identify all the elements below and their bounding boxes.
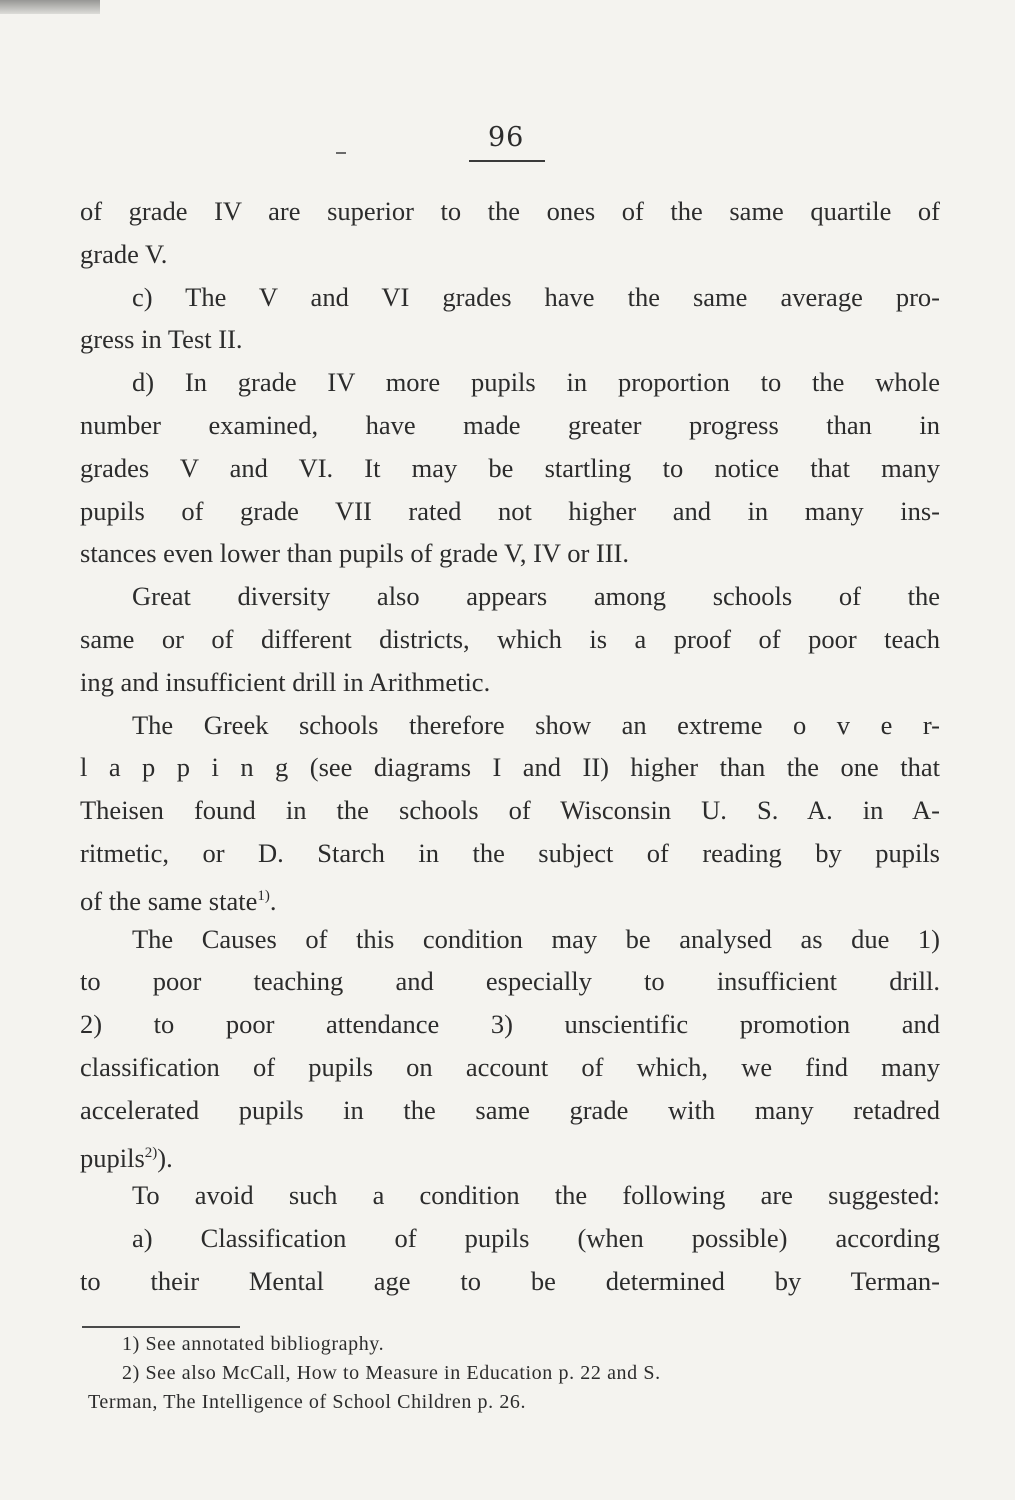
footnote: 2) See also McCall, How to Measure in Education p. 22 and S. (122, 1362, 661, 1384)
text-line: Theisen found in the schools of Wisconsin U. S. A. in A- (80, 795, 940, 826)
footnote-rule (82, 1326, 240, 1328)
page-number: 96 (488, 122, 525, 153)
text-line: gress in Test II. (80, 324, 243, 355)
text-line: of grade IV are superior to the ones of the same quartile of (80, 196, 940, 226)
body-text (80, 190, 940, 1303)
page-mark (336, 152, 346, 154)
text-line: 2) to poor attendance 3) unscientific promotion and (80, 1009, 940, 1040)
footnote: 1) See annotated bibliography. (122, 1333, 385, 1355)
footnote: Terman, The Intelligence of School Children p. 26. (88, 1391, 527, 1413)
text-line: to poor teaching and especially to insufficient drill. (80, 966, 940, 997)
footnote-ref: 2) (144, 1144, 158, 1161)
text-line: The Greek schools therefore show an extreme o v e r- (132, 709, 940, 740)
text-line: c) The V and VI grades have the same average pro- (132, 281, 940, 312)
text-line: ing and insufficient drill in Arithmetic. (80, 666, 491, 697)
text-line: ritmetic, or D. Starch in the subject of reading by pupils (80, 837, 940, 868)
line-text: of the same state (80, 885, 258, 916)
text-line: Great diversity also appears among schools of the (132, 581, 940, 612)
text-line: pupils of grade VII rated not higher and in many ins- (80, 495, 940, 526)
scan-edge-shadow (0, 0, 100, 14)
footnote-ref: 1) (257, 887, 270, 904)
text-line: d) In grade IV more pupils in proportion to the whole (132, 367, 940, 398)
text-line: The Causes of this condition may be analysed as due 1) (132, 923, 940, 954)
text-line: classification of pupils on account of which, we find many (80, 1051, 940, 1082)
line-punct: ). (157, 1142, 173, 1173)
text-line: same or of different districts, which is a proof of poor teach (80, 623, 940, 654)
footnotes (88, 1330, 946, 1417)
text-line (80, 875, 940, 918)
text-line: grades V and VI. It may be startling to notice that many (80, 452, 940, 483)
text-line: stances even lower than pupils of grade V, IV or III. (80, 538, 629, 569)
text-line: grade V. (80, 238, 168, 269)
text-line: to their Mental age to be determined by Terman- (80, 1265, 940, 1296)
text-line: a) Classification of pupils (when possible) according (132, 1223, 940, 1254)
line-punct: . (269, 885, 277, 916)
line-text: pupils (80, 1142, 145, 1173)
text-line (80, 1132, 940, 1175)
page-number-underline (469, 160, 545, 162)
text-line: To avoid such a condition the following are suggested: (132, 1180, 940, 1211)
text-line: number examined, have made greater progress than in (80, 409, 940, 440)
text-line: accelerated pupils in the same grade with many retadred (80, 1094, 940, 1125)
text-line: l a p p i n g (see diagrams I and II) higher than the one that (80, 752, 940, 783)
